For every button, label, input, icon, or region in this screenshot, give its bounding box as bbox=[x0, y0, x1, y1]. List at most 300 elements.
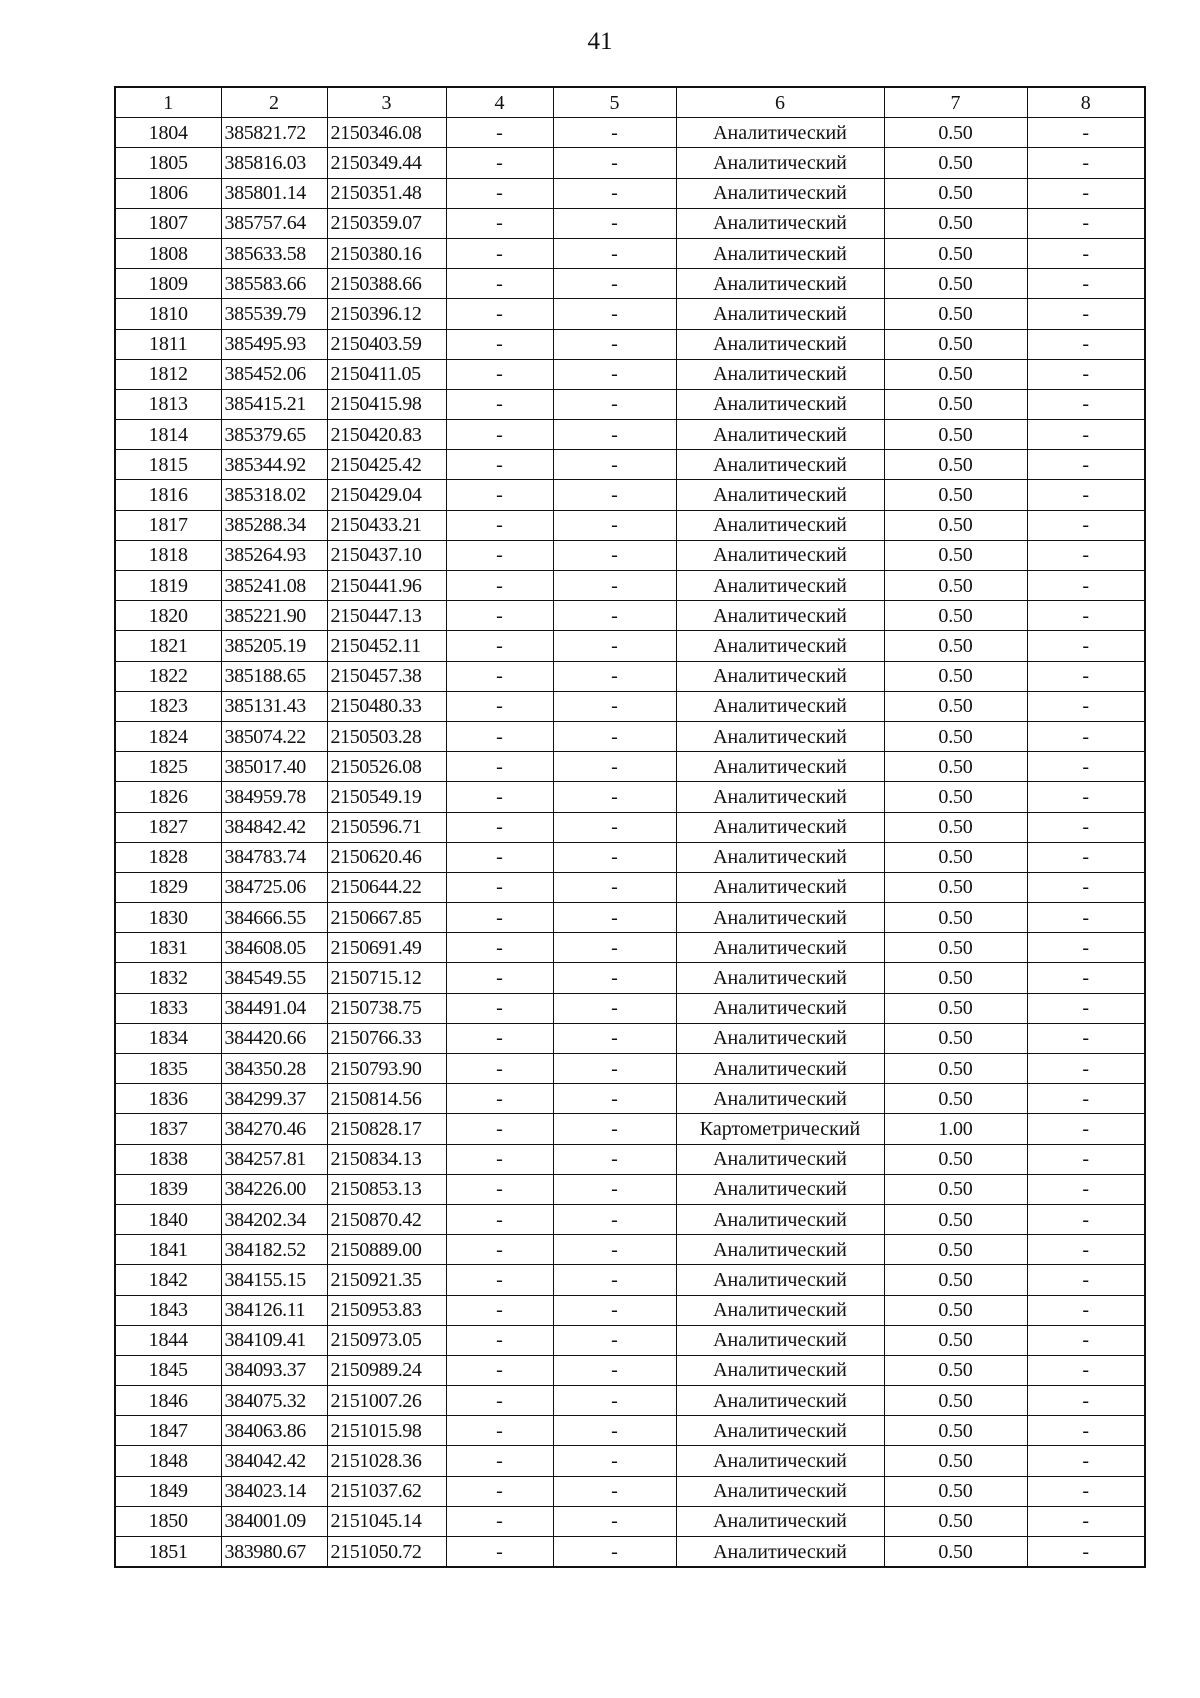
col4-cell: - bbox=[446, 118, 553, 148]
x-coordinate-cell: 385539.79 bbox=[221, 299, 327, 329]
x-coordinate-cell: 385415.21 bbox=[221, 389, 327, 419]
col8-cell: - bbox=[1027, 389, 1145, 419]
point-number-cell: 1817 bbox=[115, 510, 221, 540]
y-coordinate-cell: 2150503.28 bbox=[327, 721, 446, 751]
x-coordinate-cell: 384959.78 bbox=[221, 782, 327, 812]
table-row bbox=[115, 1295, 1145, 1325]
col5-cell: - bbox=[553, 1476, 676, 1506]
accuracy-cell: 0.50 bbox=[884, 510, 1027, 540]
col4-cell: - bbox=[446, 631, 553, 661]
x-coordinate-cell: 384549.55 bbox=[221, 963, 327, 993]
col8-cell: - bbox=[1027, 208, 1145, 238]
method-cell: Аналитический bbox=[676, 1084, 884, 1114]
method-cell: Аналитический bbox=[676, 389, 884, 419]
y-coordinate-cell: 2150814.56 bbox=[327, 1084, 446, 1114]
col5-cell: - bbox=[553, 631, 676, 661]
y-coordinate-cell: 2151037.62 bbox=[327, 1476, 446, 1506]
accuracy-cell: 0.50 bbox=[884, 1476, 1027, 1506]
table-row bbox=[115, 450, 1145, 480]
x-coordinate-cell: 385495.93 bbox=[221, 329, 327, 359]
x-coordinate-cell: 384093.37 bbox=[221, 1355, 327, 1385]
point-number-cell: 1829 bbox=[115, 872, 221, 902]
accuracy-cell: 0.50 bbox=[884, 178, 1027, 208]
table-row bbox=[115, 1235, 1145, 1265]
x-coordinate-cell: 384126.11 bbox=[221, 1295, 327, 1325]
col8-cell: - bbox=[1027, 903, 1145, 933]
table-row bbox=[115, 1114, 1145, 1144]
x-coordinate-cell: 384109.41 bbox=[221, 1325, 327, 1355]
method-cell: Аналитический bbox=[676, 480, 884, 510]
col4-cell: - bbox=[446, 269, 553, 299]
point-number-cell: 1816 bbox=[115, 480, 221, 510]
table-row bbox=[115, 1054, 1145, 1084]
col5-cell: - bbox=[553, 1416, 676, 1446]
table-row bbox=[115, 571, 1145, 601]
method-cell: Аналитический bbox=[676, 661, 884, 691]
x-coordinate-cell: 384299.37 bbox=[221, 1084, 327, 1114]
col5-cell: - bbox=[553, 1114, 676, 1144]
y-coordinate-cell: 2151045.14 bbox=[327, 1506, 446, 1536]
column-header: 1 bbox=[115, 87, 221, 118]
col5-cell: - bbox=[553, 450, 676, 480]
y-coordinate-cell: 2150549.19 bbox=[327, 782, 446, 812]
col8-cell: - bbox=[1027, 1174, 1145, 1204]
col4-cell: - bbox=[446, 480, 553, 510]
accuracy-cell: 0.50 bbox=[884, 299, 1027, 329]
column-header: 7 bbox=[884, 87, 1027, 118]
col5-cell: - bbox=[553, 299, 676, 329]
col5-cell: - bbox=[553, 842, 676, 872]
point-number-cell: 1850 bbox=[115, 1506, 221, 1536]
accuracy-cell: 0.50 bbox=[884, 1325, 1027, 1355]
col5-cell: - bbox=[553, 1355, 676, 1385]
col5-cell: - bbox=[553, 178, 676, 208]
accuracy-cell: 0.50 bbox=[884, 269, 1027, 299]
col5-cell: - bbox=[553, 420, 676, 450]
col8-cell: - bbox=[1027, 1446, 1145, 1476]
accuracy-cell: 0.50 bbox=[884, 1235, 1027, 1265]
accuracy-cell: 0.50 bbox=[884, 1537, 1027, 1568]
col4-cell: - bbox=[446, 993, 553, 1023]
column-header: 5 bbox=[553, 87, 676, 118]
method-cell: Аналитический bbox=[676, 601, 884, 631]
accuracy-cell: 0.50 bbox=[884, 450, 1027, 480]
col5-cell: - bbox=[553, 329, 676, 359]
x-coordinate-cell: 385583.66 bbox=[221, 269, 327, 299]
table-row bbox=[115, 389, 1145, 419]
col8-cell: - bbox=[1027, 1506, 1145, 1536]
col8-cell: - bbox=[1027, 480, 1145, 510]
y-coordinate-cell: 2150346.08 bbox=[327, 118, 446, 148]
col4-cell: - bbox=[446, 1084, 553, 1114]
table-header-row bbox=[115, 87, 1145, 118]
col8-cell: - bbox=[1027, 842, 1145, 872]
method-cell: Аналитический bbox=[676, 238, 884, 268]
accuracy-cell: 0.50 bbox=[884, 1204, 1027, 1234]
y-coordinate-cell: 2150834.13 bbox=[327, 1144, 446, 1174]
method-cell: Аналитический bbox=[676, 118, 884, 148]
col8-cell: - bbox=[1027, 752, 1145, 782]
y-coordinate-cell: 2150853.13 bbox=[327, 1174, 446, 1204]
col8-cell: - bbox=[1027, 721, 1145, 751]
col5-cell: - bbox=[553, 208, 676, 238]
col5-cell: - bbox=[553, 1295, 676, 1325]
col4-cell: - bbox=[446, 1023, 553, 1053]
method-cell: Аналитический bbox=[676, 299, 884, 329]
col4-cell: - bbox=[446, 359, 553, 389]
col4-cell: - bbox=[446, 721, 553, 751]
col4-cell: - bbox=[446, 601, 553, 631]
col8-cell: - bbox=[1027, 148, 1145, 178]
col8-cell: - bbox=[1027, 118, 1145, 148]
x-coordinate-cell: 384042.42 bbox=[221, 1446, 327, 1476]
point-number-cell: 1813 bbox=[115, 389, 221, 419]
col5-cell: - bbox=[553, 782, 676, 812]
y-coordinate-cell: 2151050.72 bbox=[327, 1537, 446, 1568]
col8-cell: - bbox=[1027, 1265, 1145, 1295]
point-number-cell: 1806 bbox=[115, 178, 221, 208]
col8-cell: - bbox=[1027, 1355, 1145, 1385]
y-coordinate-cell: 2150429.04 bbox=[327, 480, 446, 510]
col8-cell: - bbox=[1027, 1386, 1145, 1416]
y-coordinate-cell: 2150452.11 bbox=[327, 631, 446, 661]
col8-cell: - bbox=[1027, 1537, 1145, 1568]
method-cell: Аналитический bbox=[676, 1204, 884, 1234]
table-row bbox=[115, 238, 1145, 268]
col5-cell: - bbox=[553, 933, 676, 963]
y-coordinate-cell: 2150480.33 bbox=[327, 691, 446, 721]
method-cell: Аналитический bbox=[676, 842, 884, 872]
method-cell: Аналитический bbox=[676, 782, 884, 812]
x-coordinate-cell: 384666.55 bbox=[221, 903, 327, 933]
accuracy-cell: 0.50 bbox=[884, 208, 1027, 238]
column-header: 6 bbox=[676, 87, 884, 118]
accuracy-cell: 0.50 bbox=[884, 118, 1027, 148]
accuracy-cell: 0.50 bbox=[884, 752, 1027, 782]
table-row bbox=[115, 510, 1145, 540]
method-cell: Аналитический bbox=[676, 1537, 884, 1568]
x-coordinate-cell: 385017.40 bbox=[221, 752, 327, 782]
table-row bbox=[115, 148, 1145, 178]
accuracy-cell: 0.50 bbox=[884, 571, 1027, 601]
col4-cell: - bbox=[446, 903, 553, 933]
col5-cell: - bbox=[553, 1506, 676, 1536]
col5-cell: - bbox=[553, 510, 676, 540]
col8-cell: - bbox=[1027, 269, 1145, 299]
y-coordinate-cell: 2150396.12 bbox=[327, 299, 446, 329]
table-row bbox=[115, 1537, 1145, 1568]
col4-cell: - bbox=[446, 208, 553, 238]
point-number-cell: 1825 bbox=[115, 752, 221, 782]
col4-cell: - bbox=[446, 1144, 553, 1174]
point-number-cell: 1842 bbox=[115, 1265, 221, 1295]
x-coordinate-cell: 385801.14 bbox=[221, 178, 327, 208]
table-row bbox=[115, 480, 1145, 510]
method-cell: Аналитический bbox=[676, 269, 884, 299]
method-cell: Аналитический bbox=[676, 571, 884, 601]
accuracy-cell: 0.50 bbox=[884, 1084, 1027, 1114]
accuracy-cell: 0.50 bbox=[884, 1174, 1027, 1204]
table-row bbox=[115, 1204, 1145, 1234]
col5-cell: - bbox=[553, 148, 676, 178]
table-row bbox=[115, 1446, 1145, 1476]
method-cell: Аналитический bbox=[676, 993, 884, 1023]
col4-cell: - bbox=[446, 450, 553, 480]
point-number-cell: 1840 bbox=[115, 1204, 221, 1234]
table-row bbox=[115, 782, 1145, 812]
col4-cell: - bbox=[446, 1114, 553, 1144]
point-number-cell: 1820 bbox=[115, 601, 221, 631]
point-number-cell: 1826 bbox=[115, 782, 221, 812]
point-number-cell: 1823 bbox=[115, 691, 221, 721]
point-number-cell: 1831 bbox=[115, 933, 221, 963]
point-number-cell: 1828 bbox=[115, 842, 221, 872]
col4-cell: - bbox=[446, 510, 553, 540]
y-coordinate-cell: 2150715.12 bbox=[327, 963, 446, 993]
accuracy-cell: 0.50 bbox=[884, 420, 1027, 450]
col4-cell: - bbox=[446, 963, 553, 993]
method-cell: Аналитический bbox=[676, 1054, 884, 1084]
col8-cell: - bbox=[1027, 571, 1145, 601]
accuracy-cell: 0.50 bbox=[884, 812, 1027, 842]
point-number-cell: 1809 bbox=[115, 269, 221, 299]
col4-cell: - bbox=[446, 933, 553, 963]
x-coordinate-cell: 384202.34 bbox=[221, 1204, 327, 1234]
point-number-cell: 1849 bbox=[115, 1476, 221, 1506]
col5-cell: - bbox=[553, 1144, 676, 1174]
method-cell: Аналитический bbox=[676, 510, 884, 540]
x-coordinate-cell: 384182.52 bbox=[221, 1235, 327, 1265]
accuracy-cell: 0.50 bbox=[884, 148, 1027, 178]
point-number-cell: 1822 bbox=[115, 661, 221, 691]
x-coordinate-cell: 385379.65 bbox=[221, 420, 327, 450]
table-row bbox=[115, 269, 1145, 299]
x-coordinate-cell: 384491.04 bbox=[221, 993, 327, 1023]
point-number-cell: 1844 bbox=[115, 1325, 221, 1355]
y-coordinate-cell: 2150380.16 bbox=[327, 238, 446, 268]
accuracy-cell: 0.50 bbox=[884, 963, 1027, 993]
y-coordinate-cell: 2151015.98 bbox=[327, 1416, 446, 1446]
accuracy-cell: 0.50 bbox=[884, 1295, 1027, 1325]
table-row bbox=[115, 812, 1145, 842]
method-cell: Аналитический bbox=[676, 1446, 884, 1476]
method-cell: Аналитический bbox=[676, 1295, 884, 1325]
table-row bbox=[115, 601, 1145, 631]
col8-cell: - bbox=[1027, 420, 1145, 450]
point-number-cell: 1832 bbox=[115, 963, 221, 993]
table-row bbox=[115, 842, 1145, 872]
method-cell: Картометрический bbox=[676, 1114, 884, 1144]
point-number-cell: 1838 bbox=[115, 1144, 221, 1174]
y-coordinate-cell: 2150437.10 bbox=[327, 540, 446, 570]
col5-cell: - bbox=[553, 389, 676, 419]
col8-cell: - bbox=[1027, 359, 1145, 389]
accuracy-cell: 1.00 bbox=[884, 1114, 1027, 1144]
y-coordinate-cell: 2150973.05 bbox=[327, 1325, 446, 1355]
col5-cell: - bbox=[553, 993, 676, 1023]
col4-cell: - bbox=[446, 1506, 553, 1536]
x-coordinate-cell: 385074.22 bbox=[221, 721, 327, 751]
table-row bbox=[115, 178, 1145, 208]
col4-cell: - bbox=[446, 389, 553, 419]
point-number-cell: 1810 bbox=[115, 299, 221, 329]
method-cell: Аналитический bbox=[676, 540, 884, 570]
method-cell: Аналитический bbox=[676, 329, 884, 359]
y-coordinate-cell: 2150691.49 bbox=[327, 933, 446, 963]
method-cell: Аналитический bbox=[676, 1386, 884, 1416]
table-row bbox=[115, 1174, 1145, 1204]
method-cell: Аналитический bbox=[676, 1325, 884, 1355]
x-coordinate-cell: 385344.92 bbox=[221, 450, 327, 480]
col5-cell: - bbox=[553, 1325, 676, 1355]
table-row bbox=[115, 721, 1145, 751]
col4-cell: - bbox=[446, 178, 553, 208]
col8-cell: - bbox=[1027, 1325, 1145, 1355]
accuracy-cell: 0.50 bbox=[884, 329, 1027, 359]
accuracy-cell: 0.50 bbox=[884, 1265, 1027, 1295]
point-number-cell: 1814 bbox=[115, 420, 221, 450]
col8-cell: - bbox=[1027, 601, 1145, 631]
col4-cell: - bbox=[446, 1537, 553, 1568]
col8-cell: - bbox=[1027, 872, 1145, 902]
table-row bbox=[115, 933, 1145, 963]
x-coordinate-cell: 384075.32 bbox=[221, 1386, 327, 1416]
col8-cell: - bbox=[1027, 1144, 1145, 1174]
column-header: 8 bbox=[1027, 87, 1145, 118]
x-coordinate-cell: 385205.19 bbox=[221, 631, 327, 661]
point-number-cell: 1830 bbox=[115, 903, 221, 933]
y-coordinate-cell: 2150457.38 bbox=[327, 661, 446, 691]
point-number-cell: 1851 bbox=[115, 1537, 221, 1568]
y-coordinate-cell: 2150411.05 bbox=[327, 359, 446, 389]
col5-cell: - bbox=[553, 1537, 676, 1568]
col5-cell: - bbox=[553, 480, 676, 510]
table-row bbox=[115, 1506, 1145, 1536]
col5-cell: - bbox=[553, 1204, 676, 1234]
x-coordinate-cell: 384257.81 bbox=[221, 1144, 327, 1174]
col4-cell: - bbox=[446, 812, 553, 842]
y-coordinate-cell: 2150953.83 bbox=[327, 1295, 446, 1325]
x-coordinate-cell: 385264.93 bbox=[221, 540, 327, 570]
point-number-cell: 1845 bbox=[115, 1355, 221, 1385]
col8-cell: - bbox=[1027, 450, 1145, 480]
col5-cell: - bbox=[553, 1084, 676, 1114]
col4-cell: - bbox=[446, 1325, 553, 1355]
accuracy-cell: 0.50 bbox=[884, 1023, 1027, 1053]
method-cell: Аналитический bbox=[676, 420, 884, 450]
x-coordinate-cell: 385188.65 bbox=[221, 661, 327, 691]
method-cell: Аналитический bbox=[676, 872, 884, 902]
table-row bbox=[115, 691, 1145, 721]
col8-cell: - bbox=[1027, 933, 1145, 963]
col8-cell: - bbox=[1027, 1476, 1145, 1506]
col8-cell: - bbox=[1027, 178, 1145, 208]
col8-cell: - bbox=[1027, 540, 1145, 570]
col5-cell: - bbox=[553, 963, 676, 993]
point-number-cell: 1818 bbox=[115, 540, 221, 570]
y-coordinate-cell: 2150425.42 bbox=[327, 450, 446, 480]
column-header: 2 bbox=[221, 87, 327, 118]
col4-cell: - bbox=[446, 1416, 553, 1446]
col8-cell: - bbox=[1027, 238, 1145, 268]
col5-cell: - bbox=[553, 1174, 676, 1204]
col8-cell: - bbox=[1027, 510, 1145, 540]
col5-cell: - bbox=[553, 903, 676, 933]
point-number-cell: 1804 bbox=[115, 118, 221, 148]
table-row bbox=[115, 661, 1145, 691]
y-coordinate-cell: 2150415.98 bbox=[327, 389, 446, 419]
col4-cell: - bbox=[446, 1054, 553, 1084]
x-coordinate-cell: 384608.05 bbox=[221, 933, 327, 963]
y-coordinate-cell: 2151007.26 bbox=[327, 1386, 446, 1416]
page-number: 41 bbox=[587, 28, 613, 55]
y-coordinate-cell: 2150359.07 bbox=[327, 208, 446, 238]
method-cell: Аналитический bbox=[676, 1144, 884, 1174]
col5-cell: - bbox=[553, 661, 676, 691]
accuracy-cell: 0.50 bbox=[884, 1446, 1027, 1476]
table-row bbox=[115, 299, 1145, 329]
method-cell: Аналитический bbox=[676, 691, 884, 721]
method-cell: Аналитический bbox=[676, 1235, 884, 1265]
col5-cell: - bbox=[553, 601, 676, 631]
method-cell: Аналитический bbox=[676, 1174, 884, 1204]
col4-cell: - bbox=[446, 329, 553, 359]
col4-cell: - bbox=[446, 238, 553, 268]
method-cell: Аналитический bbox=[676, 1023, 884, 1053]
point-number-cell: 1811 bbox=[115, 329, 221, 359]
col5-cell: - bbox=[553, 812, 676, 842]
x-coordinate-cell: 383980.67 bbox=[221, 1537, 327, 1568]
col5-cell: - bbox=[553, 1054, 676, 1084]
point-number-cell: 1841 bbox=[115, 1235, 221, 1265]
method-cell: Аналитический bbox=[676, 148, 884, 178]
point-number-cell: 1821 bbox=[115, 631, 221, 661]
x-coordinate-cell: 384842.42 bbox=[221, 812, 327, 842]
col5-cell: - bbox=[553, 359, 676, 389]
table-row bbox=[115, 329, 1145, 359]
accuracy-cell: 0.50 bbox=[884, 872, 1027, 902]
col5-cell: - bbox=[553, 691, 676, 721]
table-row bbox=[115, 540, 1145, 570]
point-number-cell: 1847 bbox=[115, 1416, 221, 1446]
y-coordinate-cell: 2150351.48 bbox=[327, 178, 446, 208]
method-cell: Аналитический bbox=[676, 963, 884, 993]
table-row bbox=[115, 208, 1145, 238]
col5-cell: - bbox=[553, 238, 676, 268]
x-coordinate-cell: 385821.72 bbox=[221, 118, 327, 148]
y-coordinate-cell: 2150388.66 bbox=[327, 269, 446, 299]
method-cell: Аналитический bbox=[676, 933, 884, 963]
accuracy-cell: 0.50 bbox=[884, 721, 1027, 751]
x-coordinate-cell: 384023.14 bbox=[221, 1476, 327, 1506]
x-coordinate-cell: 385816.03 bbox=[221, 148, 327, 178]
col8-cell: - bbox=[1027, 1416, 1145, 1446]
accuracy-cell: 0.50 bbox=[884, 1054, 1027, 1084]
method-cell: Аналитический bbox=[676, 1476, 884, 1506]
table-row bbox=[115, 118, 1145, 148]
method-cell: Аналитический bbox=[676, 1506, 884, 1536]
col5-cell: - bbox=[553, 1023, 676, 1053]
y-coordinate-cell: 2150667.85 bbox=[327, 903, 446, 933]
accuracy-cell: 0.50 bbox=[884, 540, 1027, 570]
table-row bbox=[115, 1023, 1145, 1053]
x-coordinate-cell: 384226.00 bbox=[221, 1174, 327, 1204]
col5-cell: - bbox=[553, 1386, 676, 1416]
point-number-cell: 1848 bbox=[115, 1446, 221, 1476]
accuracy-cell: 0.50 bbox=[884, 782, 1027, 812]
table-row bbox=[115, 1084, 1145, 1114]
col4-cell: - bbox=[446, 299, 553, 329]
